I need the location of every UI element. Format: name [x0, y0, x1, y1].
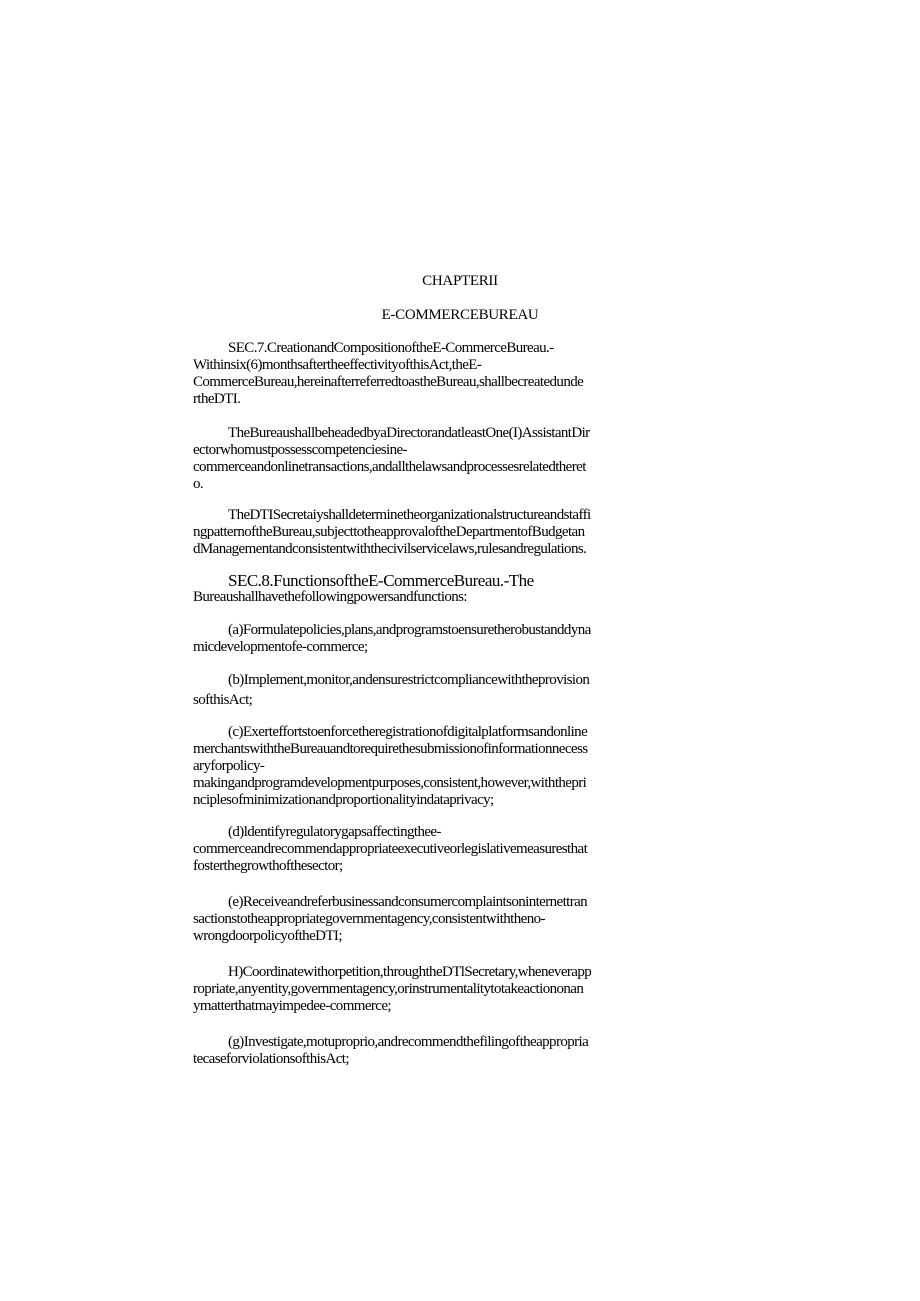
paragraph-line: SEC.8.FunctionsoftheE-CommerceBureau.-The	[228, 571, 534, 590]
paragraph-line: tecaseforviolationsofthisAct;	[193, 1051, 349, 1067]
paragraph-line: (d)ldentifyregulatorygapsaffectingthee-	[228, 824, 441, 840]
paragraph-line: micdevelopmentofe-commerce;	[193, 639, 368, 655]
paragraph-line: (a)Formulatepolicies,plans,andprogramstoensuretherobustanddyna	[228, 622, 591, 638]
paragraph-bureau-head	[193, 425, 687, 493]
paragraph-line: ectorwhomustpossesscompetenciesine-	[193, 442, 407, 458]
paragraph-line: ropriate,anyentity,governmentagency,orinstrumentalitytotakeactiononan	[193, 981, 584, 997]
paragraph-line: dManagementandconsistentwiththecivilservicelaws,rulesandregulations.	[193, 541, 587, 557]
paragraph-line: o.	[193, 476, 204, 492]
paragraph-line: aryforpolicy-	[193, 758, 265, 774]
paragraph-line: ngpatternoftheBureau,subjecttotheapprovaloftheDepartmentofBudgetan	[193, 524, 585, 540]
paragraph-item-e	[193, 894, 687, 945]
paragraph-dti-secretary	[193, 507, 687, 558]
paragraph-line: merchantswiththeBureauandtorequirethesubmissionofinformationnecess	[193, 741, 588, 757]
paragraph-line: commerceandrecommendappropriateexecutiveorlegislativemeasuresthat	[193, 841, 588, 857]
paragraph-sec8	[193, 572, 687, 606]
paragraph-line: rtheDTI.	[193, 391, 241, 407]
paragraph-line: Bureaushallhavethefollowingpowersandfunctions:	[193, 589, 467, 605]
paragraph-line: ymatterthatmayimpedee-commerce;	[193, 998, 391, 1014]
paragraph-line: commerceandonlinetransactions,andallthelawsandprocessesrelatedtheret	[193, 459, 586, 475]
section-title: E-COMMERCEBUREAU	[381, 307, 539, 323]
paragraph-line: wrongdoorpolicyoftheDTI;	[193, 928, 342, 944]
paragraph-line: fosterthegrowthofthesector;	[193, 858, 343, 874]
paragraph-line: (c)Exerteffortstoenforcetheregistrationofdigitalplatformsandonline	[228, 724, 588, 740]
paragraph-item-c	[193, 724, 687, 809]
paragraph-line: (e)Receiveandreferbusinessandconsumercomplaintsoninternettran	[228, 894, 588, 910]
paragraph-line: (g)Investigate,motuproprio,andrecommendthefilingoftheappropria	[228, 1034, 589, 1050]
paragraph-line: makingandprogramdevelopmentpurposes,consistent,however,withthepri	[193, 775, 587, 791]
paragraph-line: TheBureaushallbeheadedbyaDirectorandatleastOne(I)AssistantDir	[228, 425, 590, 441]
chapter-heading: CHAPTERII	[422, 273, 498, 289]
paragraph-item-d	[193, 824, 687, 875]
paragraph-item-b	[193, 672, 687, 709]
paragraph-line: CommerceBureau,hereinafterreferredtoastheBureau,shallbecreatedunde	[193, 374, 584, 390]
paragraph-line: softhisAct;	[193, 692, 253, 708]
paragraph-item-f	[193, 964, 687, 1015]
paragraph-sec7	[193, 340, 687, 408]
paragraph-line: H)Coordinatewithorpetition,throughtheDTlSecretary,wheneverapp	[228, 964, 592, 980]
paragraph-line: sactionstotheappropriategovernmentagency,consistentwiththeno-	[193, 911, 545, 927]
paragraph-line: SEC.7.CreationandCompositionoftheE-CommerceBureau.-	[228, 340, 554, 356]
paragraph-line: TheDTISecretaiyshalldeterminetheorganizationalstructureandstaffi	[228, 507, 591, 523]
paragraph-line: nciplesofminimizationandproportionalityindataprivacy;	[193, 792, 494, 808]
paragraph-item-g	[193, 1034, 687, 1068]
paragraph-line: (b)Implement,monitor,andensurestrictcompliancewiththeprovision	[228, 672, 590, 688]
paragraph-line: Withinsix(6)monthsaftertheeffectivityofthisAct,theE-	[193, 357, 482, 373]
paragraph-item-a	[193, 622, 687, 656]
